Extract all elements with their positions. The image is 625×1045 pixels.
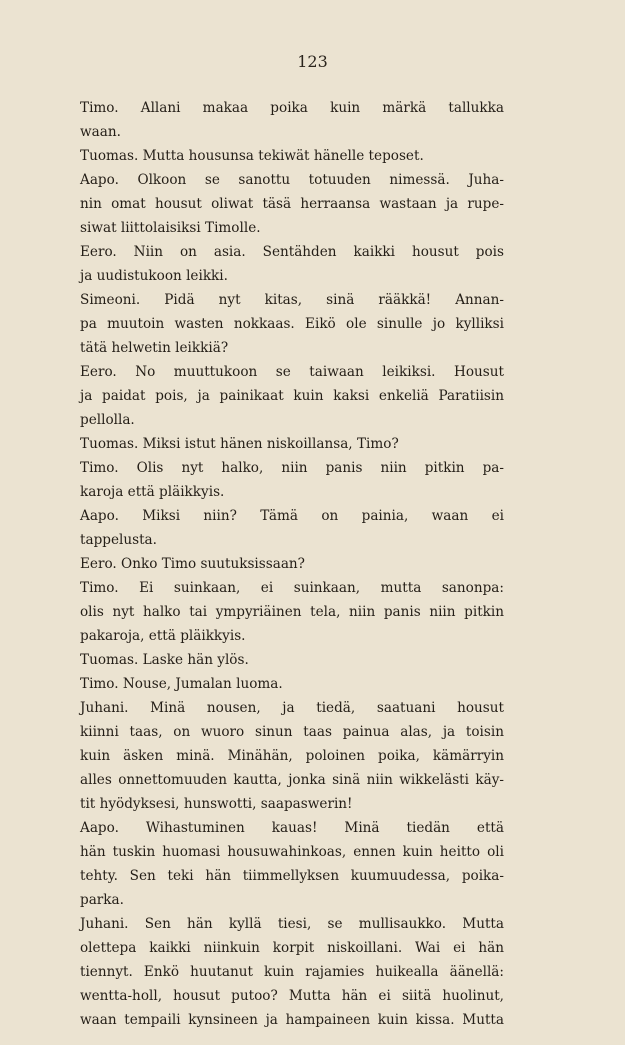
text-line: tiennyt. Enkö huutanut kuin rajamies huikealla äänellä: [80, 964, 504, 980]
text-line: Aapo. Olkoon se sanottu totuuden nimessä. Juha- [80, 172, 504, 188]
text-line: alles onnettomuuden kautta, jonka sinä niin wikkelästi käy- [80, 772, 504, 788]
text-line: Tuomas. Miksi istut hänen niskoillansa, Timo? [80, 436, 399, 452]
text-line: hän tuskin huomasi housuwahinkoas, ennen kuin heitto oli [80, 844, 504, 860]
text-line: Timo. Allani makaa poika kuin märkä tallukka [80, 100, 504, 116]
text-line: tappelusta. [80, 532, 157, 548]
text-line: kiinni taas, on wuoro sinun taas painua alas, ja toisin [80, 724, 504, 740]
text-line: tätä helwetin leikkiä? [80, 340, 229, 356]
text-line: ja uudistukoon leikki. [80, 268, 228, 284]
text-line: Timo. Olis nyt halko, niin panis niin pitkin pa- [80, 460, 504, 476]
text-line: parka. [80, 892, 124, 908]
text-line: Eero. Niin on asia. Sentähden kaikki housut pois [80, 244, 504, 260]
text-line: Tuomas. Mutta housunsa tekiwät hänelle teposet. [80, 148, 424, 164]
text-line: Tuomas. Laske hän ylös. [80, 652, 249, 668]
text-line: pakaroja, että pläikkyis. [80, 628, 246, 644]
text-line: waan. [80, 124, 121, 140]
text-line: pellolla. [80, 412, 135, 428]
text-line: nin omat housut oliwat täsä herraansa wastaan ja rupe- [80, 196, 504, 212]
text-line: siwat liittolaisiksi Timolle. [80, 220, 261, 236]
text-line: Eero. No muuttukoon se taiwaan leikiksi. Housut [80, 364, 504, 380]
text-line: kuin äsken minä. Minähän, poloinen poika, kämärryin [80, 748, 504, 764]
text-line: Aapo. Miksi niin? Tämä on painia, waan ei [80, 508, 504, 524]
text-line: karoja että pläikkyis. [80, 484, 225, 500]
text-line: Timo. Ei suinkaan, ei suinkaan, mutta sanonpa: [80, 580, 504, 596]
text-line: Aapo. Wihastuminen kauas! Minä tiedän että [80, 820, 504, 836]
text-line: Eero. Onko Timo suutuksissaan? [80, 556, 305, 572]
text-line: pa muutoin wasten nokkaas. Eikö ole sinulle jo kylliksi [80, 316, 504, 332]
text-line: wentta-holl, housut putoo? Mutta hän ei siitä huolinut, [80, 988, 504, 1004]
text-line: waan tempaili kynsineen ja hampaineen kuin kissa. Mutta [80, 1012, 504, 1028]
text-line: Simeoni. Pidä nyt kitas, sinä rääkkä! Annan- [80, 292, 504, 308]
page-number: 123 [297, 52, 328, 71]
text-line: tit hyödyksesi, hunswotti, saapaswerin! [80, 796, 353, 812]
text-line: olettepa kaikki niinkuin korpit niskoillani. Wai ei hän [80, 940, 504, 956]
text-line: Juhani. Minä nousen, ja tiedä, saatuani housut [80, 700, 504, 716]
body-text [80, 96, 504, 1032]
text-line: tehty. Sen teki hän tiimmellyksen kuumuudessa, poika- [80, 868, 504, 884]
text-line: olis nyt halko tai ympyriäinen tela, niin panis niin pitkin [80, 604, 504, 620]
text-line: Juhani. Sen hän kyllä tiesi, se mullisaukko. Mutta [80, 916, 504, 932]
text-line: ja paidat pois, ja painikaat kuin kaksi enkeliä Paratiisin [80, 388, 504, 404]
text-line: Timo. Nouse, Jumalan luoma. [80, 676, 283, 692]
